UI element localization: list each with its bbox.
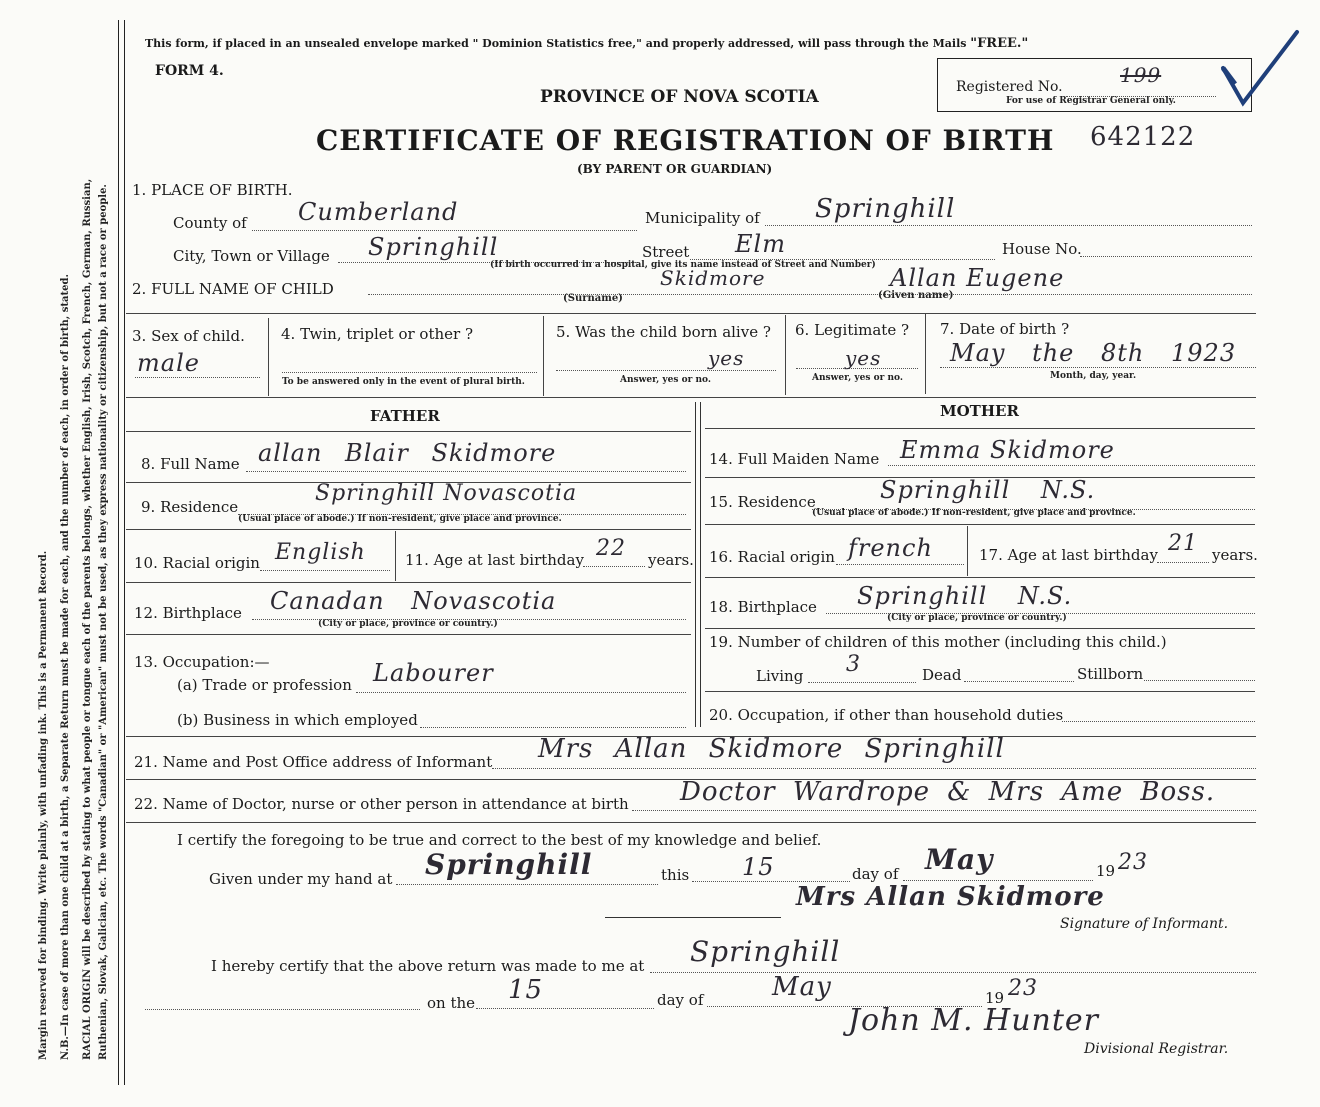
father-trade-label: (a) Trade or profession bbox=[177, 676, 352, 694]
given-day-value: 15 bbox=[742, 853, 775, 881]
mother-racial-label: 16. Racial origin bbox=[709, 548, 835, 566]
margin-note-racial-origin-2: Ruthenian, Slovak, Galician, etc. The words "Canadian" or "American" must not be used, as they express nationality or citizenship, but not a race or people. bbox=[98, 184, 109, 1060]
parents-center-divider bbox=[695, 402, 696, 727]
row3-divider-3 bbox=[785, 315, 786, 395]
registrar-day-value: 15 bbox=[508, 975, 544, 1005]
row3-divider-2 bbox=[543, 316, 544, 396]
registrar-place-value: Springhill bbox=[690, 935, 841, 968]
father-racial-value: English bbox=[275, 540, 366, 565]
mother-racial-line bbox=[836, 564, 964, 565]
father-residence-label: 9. Residence bbox=[141, 498, 239, 516]
date-line bbox=[940, 367, 1256, 368]
mother-racial-value: french bbox=[848, 534, 933, 562]
street-value: Elm bbox=[735, 230, 786, 258]
registered-box bbox=[937, 58, 1252, 112]
mail-notice-free: "FREE." bbox=[970, 36, 1029, 51]
mother-rule-3 bbox=[705, 524, 1255, 525]
mother-heading: MOTHER bbox=[940, 402, 1019, 420]
father-name-label: 8. Full Name bbox=[141, 455, 240, 473]
mother-age-line bbox=[1157, 562, 1209, 563]
legitimate-caption: Answer, yes or no. bbox=[812, 373, 903, 383]
father-trade-value: Labourer bbox=[373, 659, 494, 687]
twin-note: To be answered only in the event of plural birth. bbox=[282, 377, 525, 387]
parents-center-divider-2 bbox=[700, 402, 701, 727]
alive-caption: Answer, yes or no. bbox=[620, 375, 711, 385]
date-caption: Month, day, year. bbox=[1050, 371, 1137, 381]
house-line bbox=[1080, 256, 1252, 257]
doctor-rule bbox=[126, 822, 1256, 823]
doctor-line bbox=[632, 810, 1256, 811]
municipality-label: Municipality of bbox=[645, 209, 760, 227]
child-name-label: 2. FULL NAME OF CHILD bbox=[132, 280, 334, 298]
father-birthplace-value: Canadan Novascotia bbox=[270, 587, 557, 615]
mother-living-value: 3 bbox=[846, 652, 861, 677]
mother-name-line bbox=[888, 465, 1255, 466]
father-rule-1 bbox=[126, 431, 691, 432]
sex-line bbox=[135, 377, 260, 378]
mother-age-value: 21 bbox=[1168, 531, 1198, 556]
house-label: House No. bbox=[1002, 240, 1082, 258]
certificate-number: 642122 bbox=[1090, 122, 1196, 152]
father-heading: FATHER bbox=[370, 407, 440, 425]
mail-notice-text: This form, if placed in an unsealed envelope marked " Dominion Statistics free," and properly addressed, will pass through the Mails bbox=[145, 37, 967, 50]
mother-stillborn-label: Stillborn bbox=[1077, 665, 1144, 683]
legitimate-value: yes bbox=[845, 346, 882, 370]
mother-rule-6 bbox=[705, 691, 1255, 692]
registrar-day-line bbox=[476, 1008, 654, 1009]
father-racial-line bbox=[260, 570, 390, 571]
given-day-of-label: day of bbox=[852, 865, 899, 883]
twin-label: 4. Twin, triplet or other ? bbox=[281, 325, 473, 343]
mother-birthplace-caption: (City or place, province or country.) bbox=[887, 613, 1067, 623]
row3-bottom-rule bbox=[126, 397, 1256, 398]
registrar-year-prefix: 19 bbox=[985, 989, 1005, 1007]
legitimate-label: 6. Legitimate ? bbox=[795, 321, 910, 339]
registrar-statement: I hereby certify that the above return was made to me at bbox=[211, 957, 645, 975]
mother-rule-4 bbox=[705, 577, 1255, 578]
registrar-place-line bbox=[650, 972, 1256, 973]
date-value: May the 8th 1923 bbox=[950, 339, 1237, 367]
margin-note-racial-origin-1: RACIAL ORIGIN will be described by stating to what people or tongue each of the parents belongs, whether English, Irish, Scotch, French, German, Russian, bbox=[82, 178, 93, 1060]
street-label: Street bbox=[642, 243, 690, 261]
registered-value: 199 bbox=[1120, 63, 1162, 87]
municipality-line bbox=[765, 225, 1252, 226]
mother-name-label: 14. Full Maiden Name bbox=[709, 450, 880, 468]
given-this-label: this bbox=[661, 866, 690, 884]
informant-line bbox=[492, 768, 1256, 769]
mother-occupation-line bbox=[1062, 721, 1255, 722]
father-trade-line bbox=[356, 692, 686, 693]
informant-signature-short-rule bbox=[605, 917, 781, 918]
certify-statement: I certify the foregoing to be true and correct to the best of my knowledge and belief. bbox=[177, 831, 822, 849]
row3-top-rule bbox=[126, 313, 1256, 314]
father-rule-4 bbox=[126, 582, 691, 583]
row3-divider-1 bbox=[268, 318, 269, 396]
mother-dead-label: Dead bbox=[922, 666, 962, 684]
mother-racial-divider bbox=[967, 526, 968, 576]
county-value: Cumberland bbox=[298, 198, 459, 226]
mother-birthplace-value: Springhill N.S. bbox=[857, 582, 1073, 610]
county-label: County of bbox=[173, 214, 247, 232]
mother-stillborn-line bbox=[1144, 680, 1255, 681]
mother-dead-line bbox=[964, 681, 1074, 682]
alive-value: yes bbox=[708, 346, 745, 370]
father-residence-value: Springhill Novascotia bbox=[315, 481, 578, 506]
father-age-value: 22 bbox=[596, 536, 626, 561]
mother-children-label: 19. Number of children of this mother (including this child.) bbox=[709, 633, 1167, 651]
date-label: 7. Date of birth ? bbox=[940, 320, 1070, 338]
given-place-value: Springhill bbox=[425, 848, 593, 881]
row3-divider-4 bbox=[925, 314, 926, 394]
given-month-value: May bbox=[925, 843, 994, 876]
given-under-label: Given under my hand at bbox=[209, 870, 393, 888]
informant-label: 21. Name and Post Office address of Informant bbox=[134, 753, 493, 771]
father-name-line bbox=[246, 471, 686, 472]
registered-label: Registered No. bbox=[956, 79, 1063, 95]
doctor-value: Doctor Wardrope & Mrs Ame Boss. bbox=[680, 777, 1216, 807]
father-residence-caption: (Usual place of abode.) If non-resident, give place and province. bbox=[238, 514, 562, 524]
certificate-title: CERTIFICATE OF REGISTRATION OF BIRTH bbox=[316, 124, 1055, 157]
father-birthplace-caption: (City or place, province or country.) bbox=[318, 619, 498, 629]
registered-note: For use of Registrar General only. bbox=[1006, 96, 1176, 106]
mother-rule-5 bbox=[705, 628, 1255, 629]
twin-line bbox=[282, 372, 537, 373]
form-number: FORM 4. bbox=[155, 63, 224, 79]
father-age-text: 11. Age at last birthday bbox=[405, 551, 584, 569]
mother-rule-1 bbox=[705, 428, 1255, 429]
registrar-on-the-label: on the bbox=[427, 994, 476, 1012]
mother-residence-value: Springhill N.S. bbox=[880, 476, 1096, 504]
informant-signature: Mrs Allan Skidmore bbox=[796, 882, 1105, 912]
registrar-day-of-label: day of bbox=[657, 991, 704, 1009]
father-name-value: allan Blair Skidmore bbox=[258, 439, 557, 467]
hospital-note: (If birth occurred in a hospital, give its name instead of Street and Number) bbox=[490, 260, 876, 270]
father-business-label: (b) Business in which employed bbox=[177, 711, 418, 729]
margin-note-binding: Margin reserved for binding. Write plainly, with unfading ink. This is a Permanent Record. bbox=[38, 550, 49, 1060]
child-given-name: Allan Eugene bbox=[890, 264, 1065, 292]
mother-birthplace-label: 18. Birthplace bbox=[709, 598, 817, 616]
mother-living-line bbox=[808, 682, 916, 683]
mother-occupation-label: 20. Occupation, if other than household duties bbox=[709, 706, 1064, 724]
registrar-month-value: May bbox=[772, 972, 832, 1002]
father-age-label bbox=[405, 551, 584, 569]
mother-age-label: 17. Age at last birthday bbox=[979, 546, 1158, 564]
father-racial-label: 10. Racial origin bbox=[134, 554, 260, 572]
mother-residence-caption: (Usual place of abode.) If non-resident, give place and province. bbox=[812, 508, 1136, 518]
father-business-line bbox=[420, 727, 686, 728]
certificate-subtitle: (BY PARENT OR GUARDIAN) bbox=[577, 162, 773, 176]
mail-notice bbox=[145, 36, 1028, 51]
registrar-day-pre-line bbox=[145, 1009, 420, 1010]
father-age-line bbox=[583, 566, 645, 567]
city-value: Springhill bbox=[368, 233, 499, 261]
given-year-prefix: 19 bbox=[1096, 862, 1116, 880]
father-birthplace-label: 12. Birthplace bbox=[134, 604, 242, 622]
signature-caption: Signature of Informant. bbox=[1060, 916, 1229, 932]
mother-living-label: Living bbox=[756, 667, 804, 685]
child-name-line bbox=[368, 294, 1252, 295]
given-place-line bbox=[396, 884, 658, 885]
father-rule-3 bbox=[126, 529, 691, 530]
informant-value: Mrs Allan Skidmore Springhill bbox=[538, 734, 1005, 764]
father-racial-divider bbox=[395, 531, 396, 581]
county-line bbox=[252, 230, 637, 231]
registrar-signature: John M. Hunter bbox=[848, 1003, 1100, 1038]
child-surname: Skidmore bbox=[660, 266, 766, 290]
city-label: City, Town or Village bbox=[173, 247, 330, 265]
mother-name-value: Emma Skidmore bbox=[900, 436, 1115, 464]
municipality-value: Springhill bbox=[815, 194, 956, 224]
place-heading: 1. PLACE OF BIRTH. bbox=[132, 181, 293, 199]
sex-label: 3. Sex of child. bbox=[132, 327, 245, 345]
registrar-caption: Divisional Registrar. bbox=[1084, 1041, 1229, 1057]
given-year-suffix: 23 bbox=[1118, 850, 1148, 875]
mother-residence-label: 15. Residence bbox=[709, 493, 816, 511]
alive-line bbox=[556, 370, 776, 371]
given-month-line bbox=[903, 880, 1093, 881]
checkmark-icon bbox=[1215, 28, 1305, 108]
margin-note-multiple-birth: N.B.—In case of more than one child at a birth, a Separate Return must be made for each, and the number of each, in order of birth, stated. bbox=[60, 274, 71, 1060]
province-heading: PROVINCE OF NOVA SCOTIA bbox=[540, 87, 819, 107]
alive-label: 5. Was the child born alive ? bbox=[556, 323, 771, 341]
given-caption: (Given name) bbox=[878, 290, 954, 301]
registrar-year-suffix: 23 bbox=[1008, 976, 1038, 1001]
mother-age-unit: years. bbox=[1212, 546, 1258, 564]
father-rule-5 bbox=[126, 634, 691, 635]
sex-value: male bbox=[137, 349, 200, 377]
father-age-unit: years. bbox=[648, 551, 694, 569]
doctor-label: 22. Name of Doctor, nurse or other person in attendance at birth bbox=[134, 795, 629, 813]
surname-caption: (Surname) bbox=[563, 293, 623, 304]
father-occupation-label: 13. Occupation:— bbox=[134, 653, 270, 671]
